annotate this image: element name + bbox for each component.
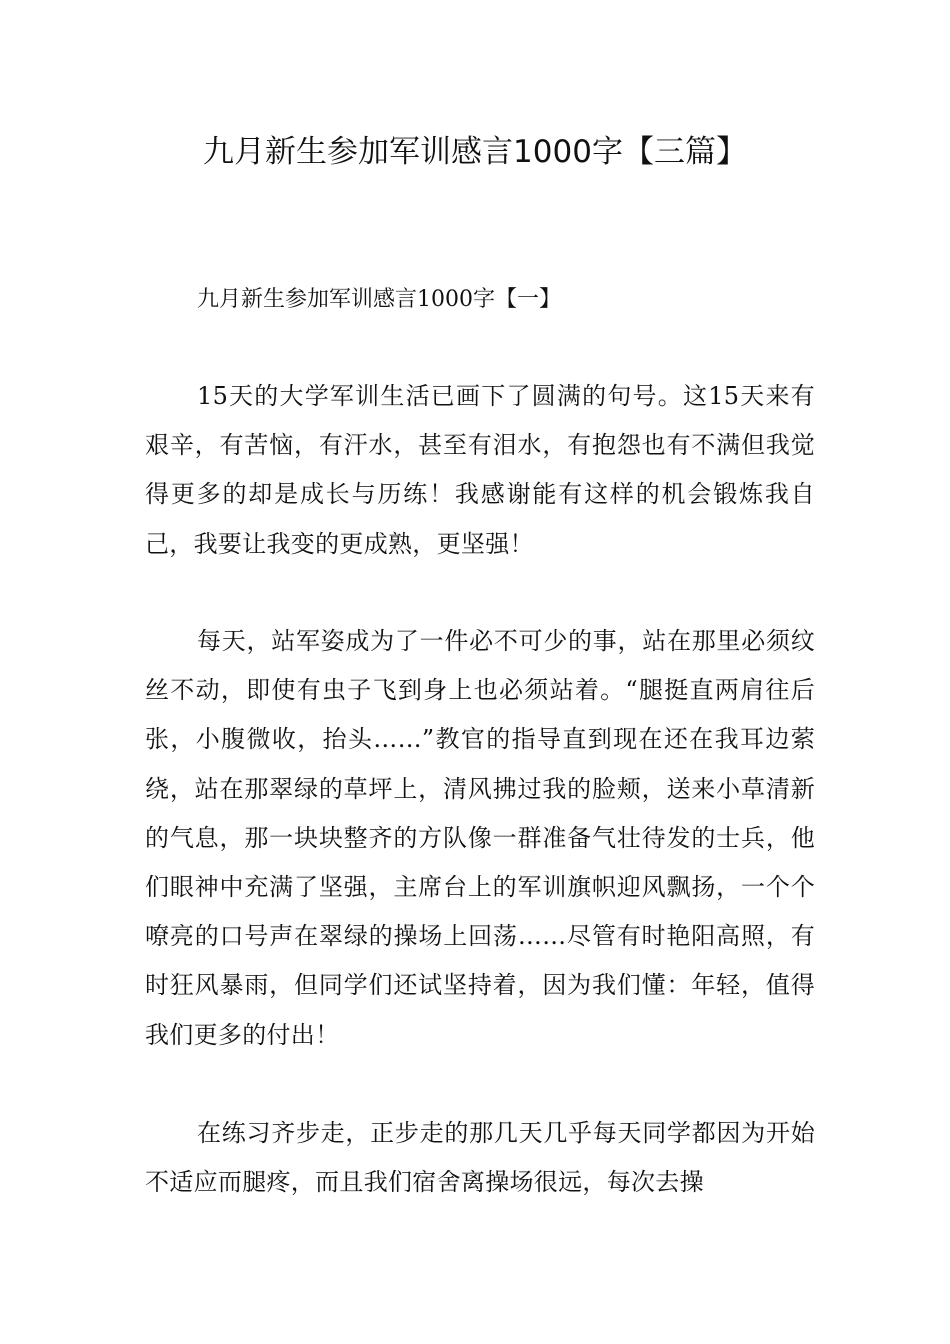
paragraph-2: 每天，站军姿成为了一件必不可少的事，站在那里必须纹丝不动，即使有虫子飞到身上也必须站着。“腿挺直两肩往后张，小腹微收，抬头……”教官的指导直到现在还在我耳边萦绕，站在那翠绿的草坪上，清风拂过我的脸颊，送来小草清新的气息，那一块块整齐的方队像一群准备气壮待发的士兵，他们眼神中充满了坚强，主席台上的军训旗帜迎风飘扬，一个个嘹亮的口号声在翠绿的操场上回荡……尽管有时艳阳高照，有时狂风暴雨，但同学们还试坚持着，因为我们懂：年轻，值得我们更多的付出！ <box>145 627 815 1049</box>
paragraph-1: 15天的大学军训生活已画下了圆满的句号。这15天来有艰辛，有苦恼，有汗水，甚至有泪水，有抱怨也有不满但我觉得更多的却是成长与历练！我感谢能有这样的机会锻炼我自己，我要让我变的更成熟，更坚强！ <box>145 382 815 558</box>
paragraph-3: 在练习齐步走，正步走的那几天几乎每天同学都因为开始不适应而腿疼，而且我们宿舍离操场很远，每次去操 <box>145 1119 815 1197</box>
section-heading: 九月新生参加军训感言1000字【一】 <box>197 287 561 312</box>
document-title: 九月新生参加军训感言1000字【三篇】 <box>203 134 747 170</box>
